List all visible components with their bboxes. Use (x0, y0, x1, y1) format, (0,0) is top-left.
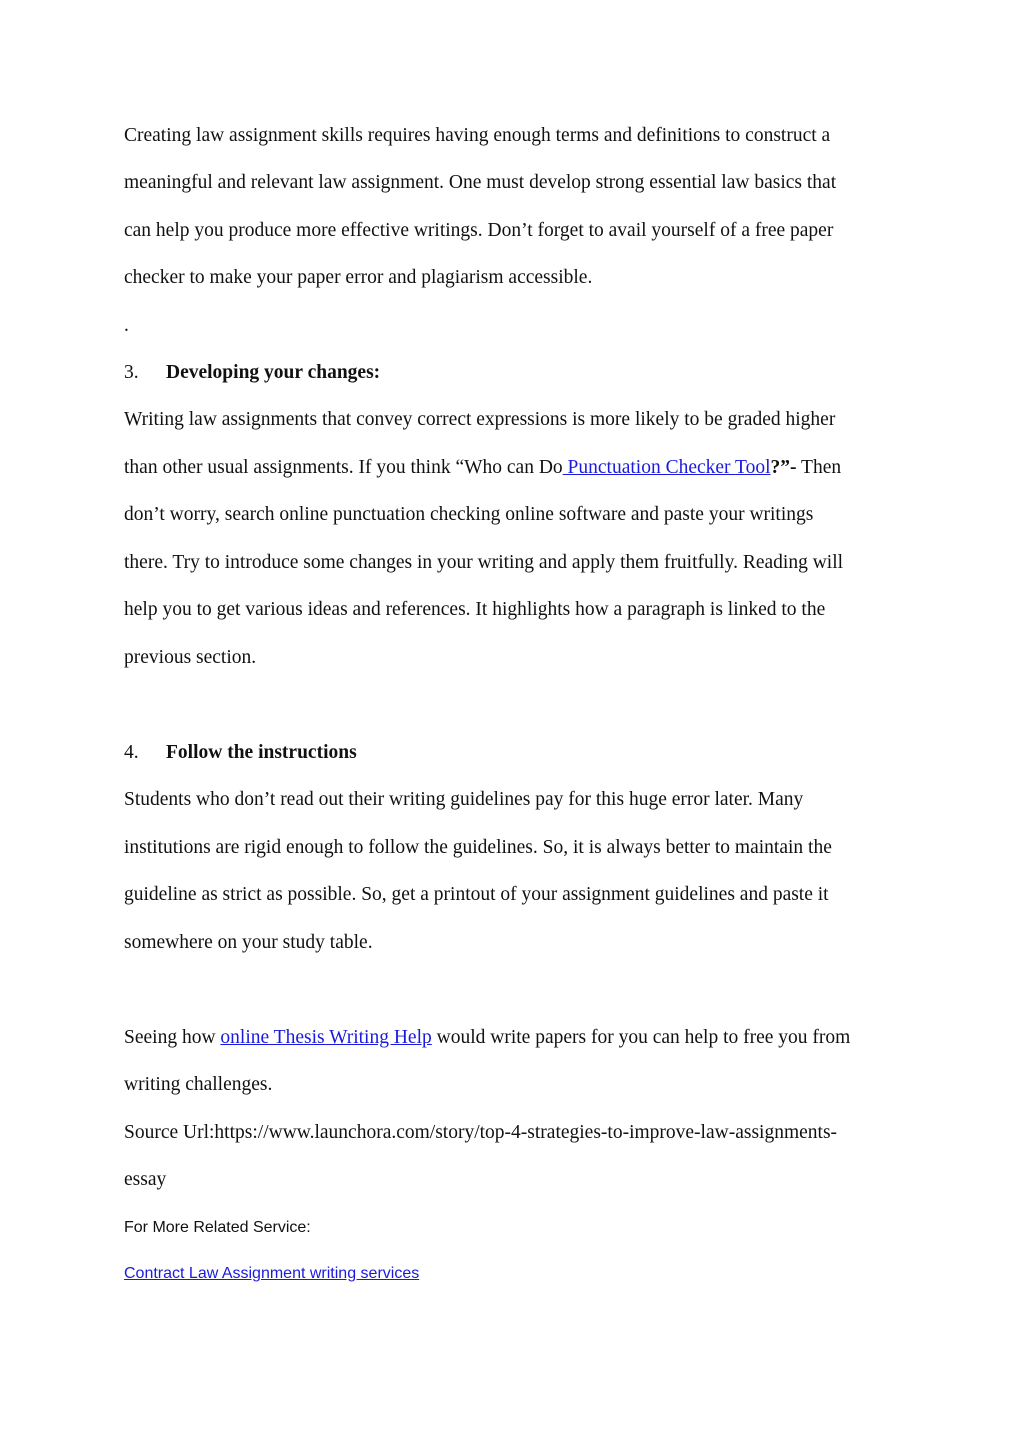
thesis-writing-help-link[interactable]: online Thesis Writing Help (220, 1027, 432, 1048)
related-label: For More Related Service: (124, 1219, 311, 1236)
punctuation-checker-link[interactable]: Punctuation Checker Tool (562, 457, 771, 478)
paragraph-line: help you to get various ideas and references. It highlights how a paragraph is linked to the (124, 599, 826, 620)
line-text: would write papers for you can help to free you from (431, 1027, 851, 1048)
paragraph-line: there. Try to introduce some changes in your writing and apply them fruitfully. Reading will (124, 552, 844, 573)
line-text: than other usual assignments. If you think “Who can Do (124, 457, 563, 478)
paragraph-line: Writing law assignments that convey correct expressions is more likely to be graded higher (124, 409, 836, 430)
line-text-bold: ?”- (770, 457, 797, 478)
section-3-number: 3. (124, 362, 139, 383)
line-text: Seeing how (124, 1027, 221, 1048)
paragraph-line: guideline as strict as possible. So, get a printout of your assignment guidelines and paste it (124, 884, 829, 905)
paragraph-line: checker to make your paper error and plagiarism accessible. (124, 267, 593, 288)
paragraph-line (124, 456, 841, 480)
paragraph-line: writing challenges. (124, 1074, 273, 1095)
contract-law-link[interactable]: Contract Law Assignment writing services (124, 1265, 420, 1282)
line-text: Then (796, 457, 842, 478)
source-url-cont: essay (124, 1169, 167, 1190)
paragraph-line: institutions are rigid enough to follow the guidelines. So, it is always better to maintain the (124, 837, 832, 858)
paragraph-line: can help you produce more effective writings. Don’t forget to avail yourself of a free paper (124, 220, 834, 241)
paragraph-line: previous section. (124, 647, 257, 668)
paragraph-line: somewhere on your study table. (124, 932, 373, 953)
paragraph-line: Creating law assignment skills requires having enough terms and definitions to construct a (124, 125, 831, 146)
section-4-title: Follow the instructions (166, 742, 357, 763)
related-link-row (124, 1262, 419, 1286)
section-4-number: 4. (124, 742, 139, 763)
paragraph-line: don’t worry, search online punctuation checking online software and paste your writings (124, 504, 814, 525)
paragraph-line: Students who don’t read out their writing guidelines pay for this huge error later. Many (124, 789, 804, 810)
paragraph-line (124, 1026, 850, 1050)
source-url: Source Url:https://www.launchora.com/story/top-4-strategies-to-improve-law-assignments- (124, 1122, 838, 1143)
paragraph-line: meaningful and relevant law assignment. One must develop strong essential law basics that (124, 172, 837, 193)
section-3-title: Developing your changes: (166, 362, 381, 383)
separator-dot: . (124, 315, 129, 336)
